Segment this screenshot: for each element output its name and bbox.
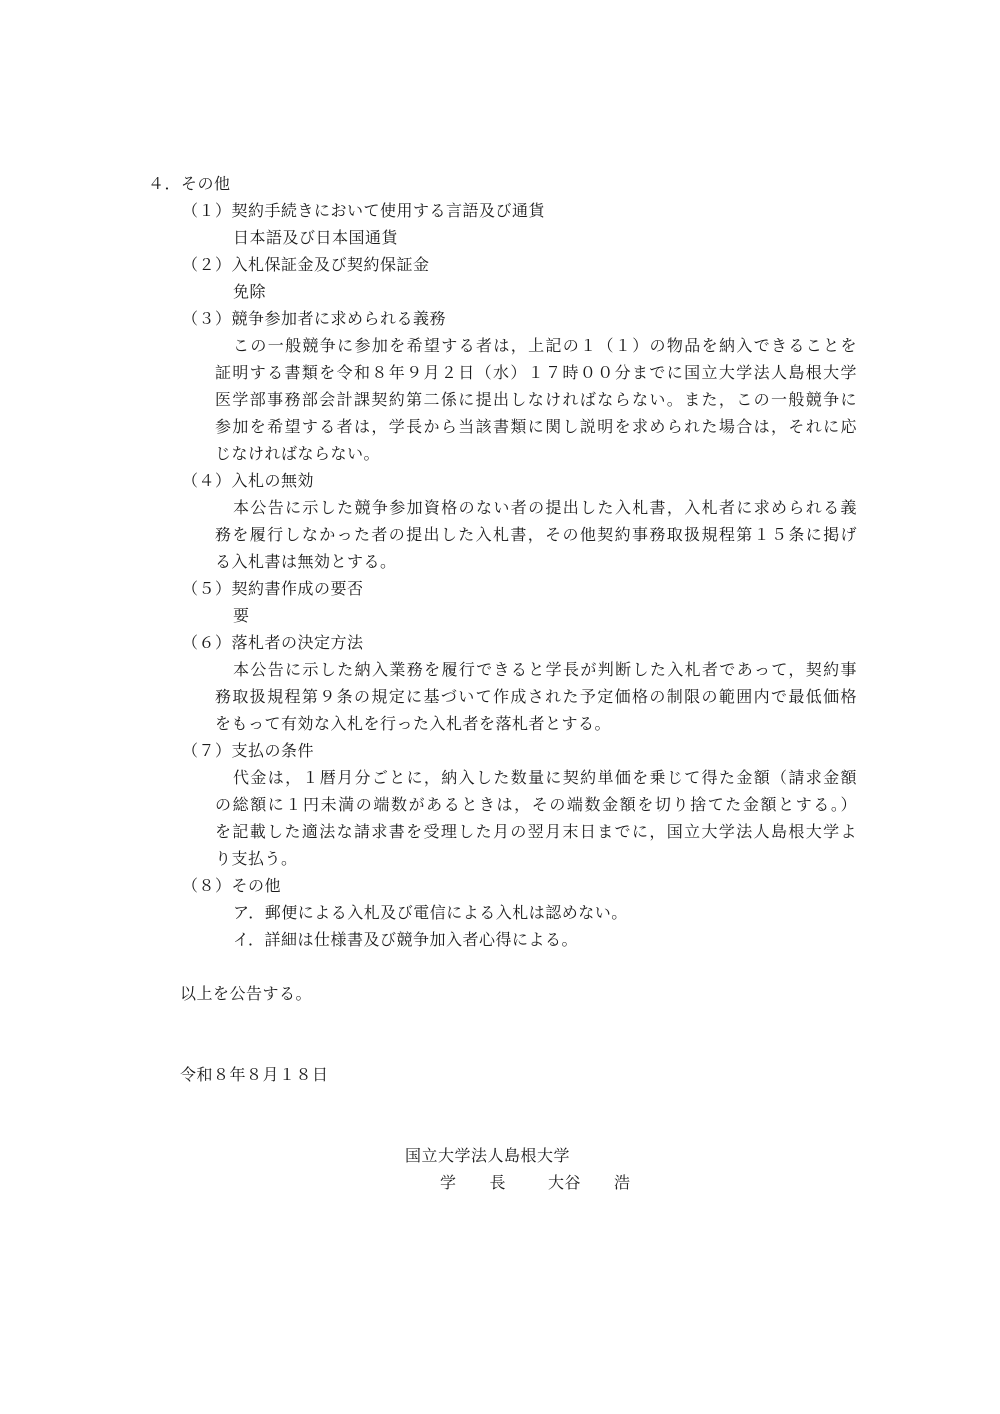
item-4-body-line: る入札書は無効とする。	[215, 552, 397, 571]
closing-statement: 以上を公告する。	[180, 984, 313, 1003]
item-7-body-line: の総額に１円未満の端数があるときは，その端数金額を切り捨てた金額とする。）	[215, 795, 857, 814]
item-6-body-line: 務取扱規程第９条の規定に基づいて作成された予定価格の制限の範囲内で最低価格	[215, 687, 857, 706]
item-7-heading: （７）支払の条件	[182, 741, 315, 760]
item-3-body-line: じなければならない。	[215, 444, 381, 463]
signature-name: 大谷 浩	[548, 1173, 631, 1192]
item-3-body-line: 証明する書類を令和８年９月２日（水）１７時００分までに国立大学法人島根大学	[215, 363, 857, 382]
item-1-body-line: 日本語及び日本国通貨	[233, 228, 399, 247]
item-2-heading: （２）入札保証金及び契約保証金	[182, 255, 430, 274]
item-4-heading: （４）入札の無効	[182, 471, 315, 490]
item-1-heading: （１）契約手続きにおいて使用する言語及び通貨	[182, 201, 546, 220]
item-6-heading: （６）落札者の決定方法	[182, 633, 364, 652]
item-7-body-line: 代金は，１暦月分ごとに，納入した数量に契約単価を乗じて得た金額（請求金額	[233, 768, 857, 787]
item-3-heading: （３）競争参加者に求められる義務	[182, 309, 447, 328]
item-3-body-line: この一般競争に参加を希望する者は，上記の１（１）の物品を納入できることを	[233, 336, 857, 355]
item-2-body-line: 免除	[233, 282, 267, 301]
item-7-body-line: り支払う。	[215, 849, 298, 868]
item-8-subitem-i: イ．詳細は仕様書及び競争加入者心得による。	[233, 930, 579, 949]
item-6-body-line: をもって有効な入札を行った入札者を落札者とする。	[215, 714, 612, 733]
item-8-subitem-a: ア．郵便による入札及び電信による入札は認めない。	[233, 903, 628, 922]
signature-organization: 国立大学法人島根大学	[405, 1146, 571, 1165]
item-7-body-line: を記載した適法な請求書を受理した月の翌月末日までに，国立大学法人島根大学よ	[215, 822, 857, 841]
item-8-heading: （８）その他	[182, 876, 282, 895]
item-5-body-line: 要	[233, 606, 250, 625]
item-4-body-line: 本公告に示した競争参加資格のない者の提出した入札書，入札者に求められる義	[233, 498, 857, 517]
item-3-body-line: 参加を希望する者は，学長から当該書類に関し説明を求められた場合は，それに応	[215, 417, 857, 436]
item-3-body-line: 医学部事務部会計課契約第二係に提出しなければならない。また，この一般競争に	[215, 390, 857, 409]
signature-title: 学 長	[440, 1173, 507, 1192]
item-5-heading: （５）契約書作成の要否	[182, 579, 364, 598]
item-6-body-line: 本公告に示した納入業務を履行できると学長が判断した入札者であって，契約事	[233, 660, 857, 679]
item-4-body-line: 務を履行しなかった者の提出した入札書，その他契約事務取扱規程第１５条に掲げ	[215, 525, 857, 544]
section-heading: ４．その他	[148, 174, 231, 193]
announcement-date: 令和８年８月１８日	[180, 1065, 329, 1084]
